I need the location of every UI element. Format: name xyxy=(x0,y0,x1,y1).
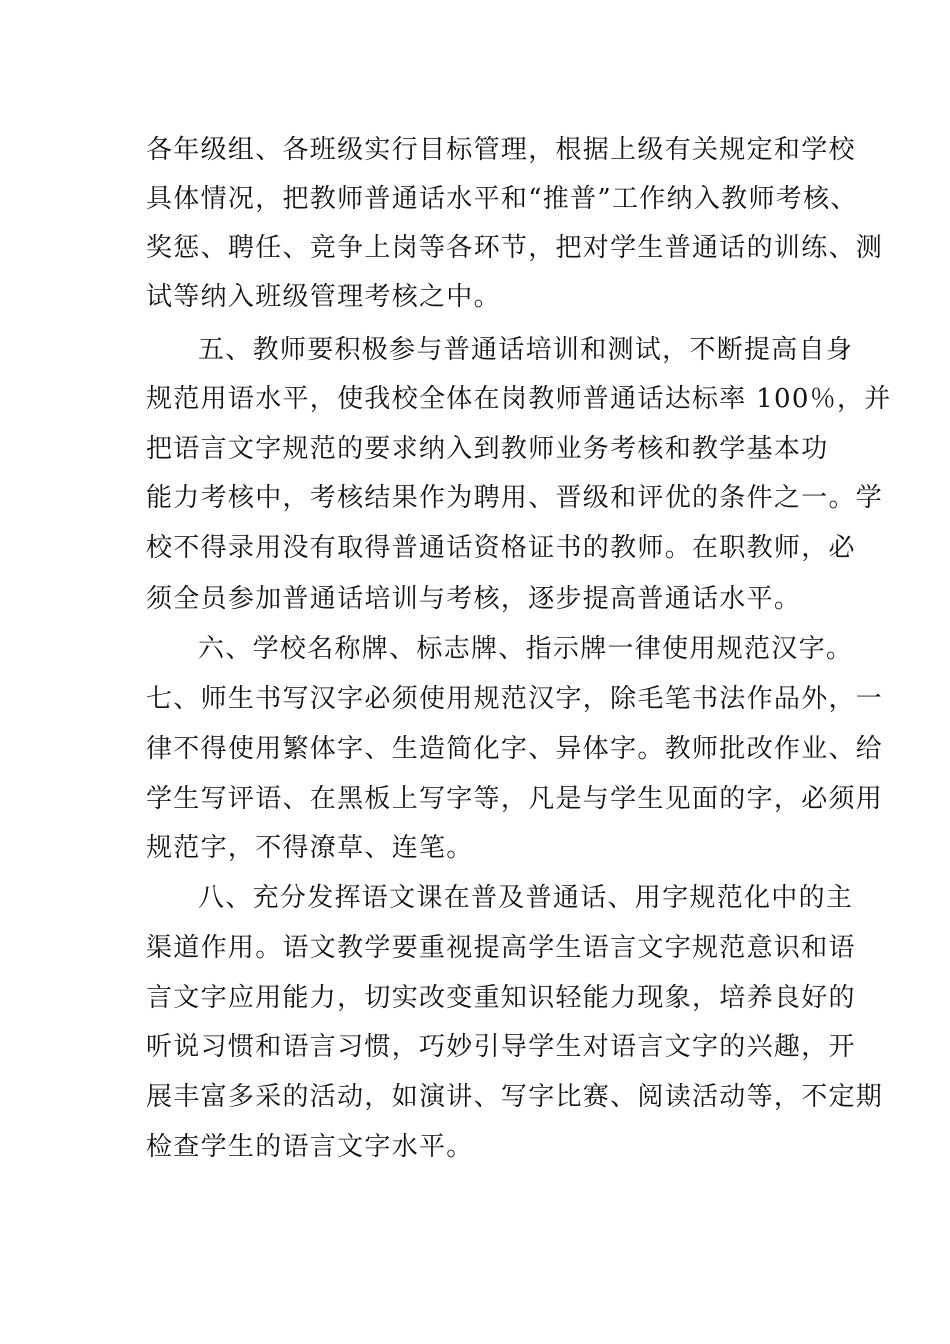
text-line: 言文字应用能力，切实改变重知识轻能力现象，培养良好的 xyxy=(146,983,856,1013)
text-line: 具体情况，把教师普通话水平和“推普”工作纳入教师考核、 xyxy=(146,184,858,214)
paragraph-six-line: 六、学校名称牌、标志牌、指示牌一律使用规范汉字。 xyxy=(198,634,854,664)
text-line: 检查学生的语言文字水平。 xyxy=(146,1132,474,1162)
paragraph-eight-first-line: 八、充分发挥语文课在普及普通话、用字规范化中的主 xyxy=(198,883,854,913)
text-line: 规范用语水平，使我校全体在岗教师普通话达标率 100％，并 xyxy=(146,384,892,414)
text-line: 学生写评语、在黑板上写字等，凡是与学生见面的字，必须用 xyxy=(146,784,884,814)
text-line: 律不得使用繁体字、生造简化字、异体字。教师批改作业、给 xyxy=(146,734,884,764)
paragraph-seven-first-line: 七、师生书写汉字必须使用规范汉字，除毛笔书法作品外，一 xyxy=(146,684,884,714)
text-line: 奖惩、聘任、竞争上岗等各环节，把对学生普通话的训练、测 xyxy=(146,233,884,263)
text-line: 把语言文字规范的要求纳入到教师业务考核和教学基本功 xyxy=(146,434,829,464)
text-line: 展丰富多采的活动，如演讲、写字比赛、阅读活动等，不定期 xyxy=(146,1082,884,1112)
text-line: 听说习惯和语言习惯，巧妙引导学生对语言文字的兴趣，开 xyxy=(146,1032,856,1062)
text-line: 须全员参加普通话培训与考核，逐步提高普通话水平。 xyxy=(146,584,802,614)
text-line: 校不得录用没有取得普通话资格证书的教师。在职教师，必 xyxy=(146,533,856,563)
text-line: 各年级组、各班级实行目标管理，根据上级有关规定和学校 xyxy=(146,135,856,165)
text-line: 规范字，不得潦草、连笔。 xyxy=(146,833,474,863)
paragraph-five-first-line: 五、教师要积极参与普通话培训和测试，不断提高自身 xyxy=(198,335,854,365)
text-line: 渠道作用。语文教学要重视提高学生语言文字规范意识和语 xyxy=(146,933,856,963)
text-line: 试等纳入班级管理考核之中。 xyxy=(146,282,501,312)
text-line: 能力考核中，考核结果作为聘用、晋级和评优的条件之一。学 xyxy=(146,483,884,513)
